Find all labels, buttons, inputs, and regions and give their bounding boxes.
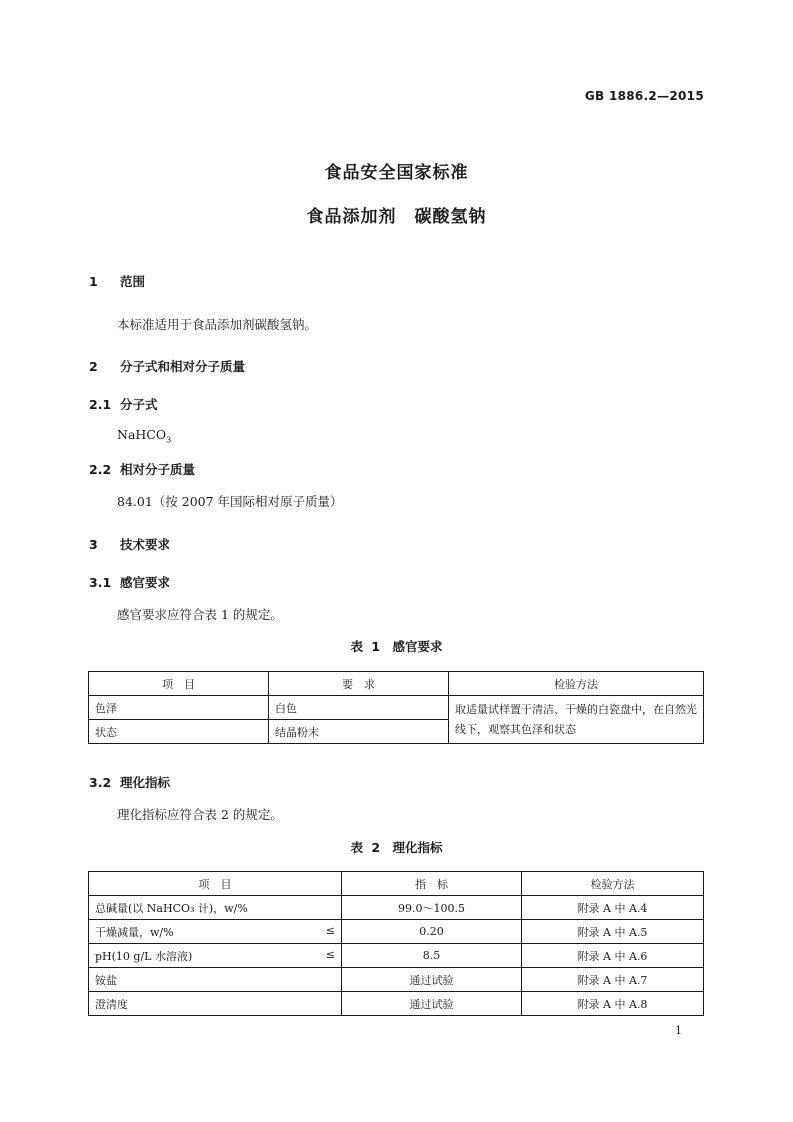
table-2-caption: 表 2 理化指标 (350, 840, 443, 855)
column-header: 检验方法 (522, 872, 704, 896)
table-cell-item (89, 896, 342, 920)
table-cell-item (89, 992, 342, 1016)
table-cell-item (89, 920, 342, 944)
table-header-row (89, 872, 704, 896)
section-number: 3.2 (89, 775, 112, 790)
document-subtitle: 食品添加剂 碳酸氢钠 (306, 207, 487, 227)
limit-mark: ≤ (325, 947, 335, 961)
table-cell-value: 99.0～100.5 (342, 896, 522, 920)
column-header: 项 目 (89, 872, 342, 896)
item-label: 铵盐 (95, 973, 117, 987)
column-header: 要 求 (269, 672, 449, 696)
section-1-text: 本标准适用于食品添加剂碳酸氢钠。 (117, 317, 318, 332)
table-cell-method: 取适量试样置于清洁、干燥的白瓷盘中，在自然光线下，观察其色泽和状态 (449, 696, 704, 744)
table-cell-value: 8.5 (342, 944, 522, 968)
section-title: 范围 (120, 274, 146, 289)
section-2-heading (89, 357, 245, 375)
page-number: 1 (675, 1024, 682, 1037)
section-1-heading (89, 272, 145, 290)
table-cell-method: 附录 A 中 A.8 (522, 992, 704, 1016)
section-number: 2.1 (89, 397, 112, 412)
section-title: 理化指标 (120, 775, 171, 790)
section-number: 3.1 (89, 575, 112, 590)
table-cell-value: 0.20 (342, 920, 522, 944)
table-cell-requirement: 白色 (269, 696, 449, 720)
document-title: 食品安全国家标准 (324, 163, 469, 183)
section-3-2-text: 理化指标应符合表 2 的规定。 (117, 807, 283, 822)
section-title: 分子式和相对分子质量 (120, 359, 246, 374)
table-cell-method: 附录 A 中 A.7 (522, 968, 704, 992)
section-number: 3 (89, 537, 98, 552)
section-3-2-heading (89, 773, 170, 791)
section-3-1-text: 感官要求应符合表 1 的规定。 (117, 607, 283, 622)
column-header: 项 目 (89, 672, 269, 696)
section-3-1-heading (89, 573, 170, 591)
table-cell-item (89, 968, 342, 992)
section-2-2-heading (89, 460, 195, 478)
table-cell-item (89, 944, 342, 968)
formula-main: NaHCO (117, 427, 167, 442)
item-label: 澄清度 (95, 997, 128, 1011)
table-cell-value: 通过试验 (342, 992, 522, 1016)
table-cell-method: 附录 A 中 A.6 (522, 944, 704, 968)
table-row (89, 968, 704, 992)
section-number: 2.2 (89, 462, 112, 477)
table-row (89, 896, 704, 920)
table-row (89, 696, 704, 720)
column-header: 检验方法 (449, 672, 704, 696)
molecular-formula (117, 427, 171, 445)
item-label: 总碱量(以 NaHCO₃ 计)，w/% (95, 901, 248, 915)
section-title: 分子式 (120, 397, 158, 412)
item-label: 干燥减量，w/% (95, 925, 174, 939)
table-row (89, 920, 704, 944)
table-cell-method: 附录 A 中 A.5 (522, 920, 704, 944)
table-cell-method: 附录 A 中 A.4 (522, 896, 704, 920)
formula-subscript: 3 (166, 435, 172, 445)
section-3-heading (89, 535, 170, 553)
table-header-row (89, 672, 704, 696)
table-1-caption: 表 1 感官要求 (350, 639, 443, 654)
standard-number: GB 1886.2—2015 (584, 89, 704, 103)
table-cell-value: 通过试验 (342, 968, 522, 992)
limit-mark: ≤ (325, 923, 335, 937)
section-title: 技术要求 (120, 537, 171, 552)
table-row (89, 944, 704, 968)
item-label: pH(10 g/L 水溶液) (95, 949, 193, 963)
molecular-mass-text: 84.01（按 2007 年国际相对原子质量） (117, 494, 343, 509)
section-title: 感官要求 (120, 575, 171, 590)
section-number: 1 (89, 274, 98, 289)
column-header: 指 标 (342, 872, 522, 896)
section-title: 相对分子质量 (120, 462, 196, 477)
table-row (89, 992, 704, 1016)
section-2-1-heading (89, 395, 158, 413)
section-number: 2 (89, 359, 98, 374)
table-cell-requirement: 结晶粉末 (269, 720, 449, 744)
physicochemical-indicators-table (88, 871, 704, 1016)
table-cell-item: 色泽 (89, 696, 269, 720)
sensory-requirements-table (88, 671, 704, 744)
table-cell-item: 状态 (89, 720, 269, 744)
